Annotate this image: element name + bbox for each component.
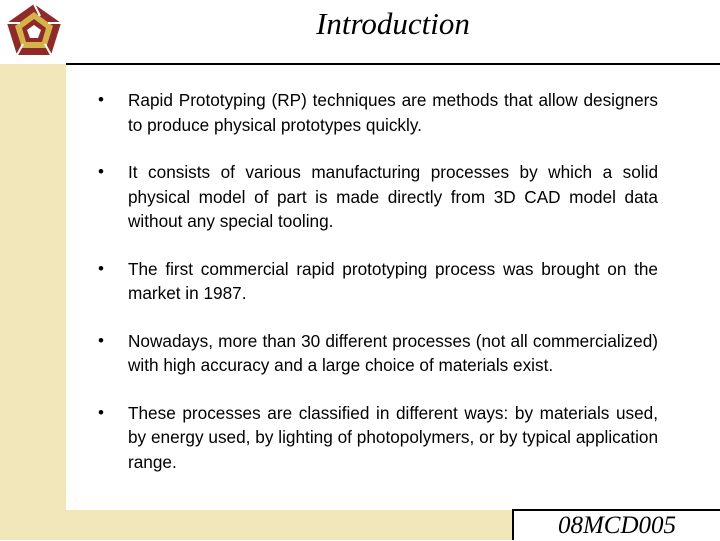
bullet-text: These processes are classified in different ways: by materials used, by energy used, by lighting of photopolymers, or by typical application range. — [128, 402, 658, 472]
bullet-marker: • — [98, 402, 104, 422]
course-code: 08MCD005 — [557, 512, 677, 539]
list-item — [98, 401, 658, 475]
list-item — [98, 257, 658, 306]
footer-code-box — [512, 509, 720, 540]
bullet-text: The first commercial rapid prototyping process was brought on the market in 1987. — [128, 258, 658, 303]
list-item — [98, 160, 658, 234]
bullet-marker: • — [98, 258, 104, 278]
bullet-marker: • — [98, 90, 104, 109]
bullet-text: It consists of various manufacturing processes by which a solid physical model of part is made directly from 3D CAD model data without any special tooling. — [128, 162, 658, 231]
left-accent-bar — [0, 64, 66, 510]
bullet-text: Nowadays, more than 30 different processes (not all commercialized) with high accuracy and a large choice of materials exist. — [128, 330, 658, 375]
bullet-marker: • — [98, 162, 104, 181]
title-divider — [66, 63, 720, 65]
institution-logo — [0, 0, 68, 62]
bullet-text: Rapid Prototyping (RP) techniques are methods that allow designers to produce physical prototypes quickly. — [128, 90, 658, 135]
slide-title: Introduction — [316, 6, 470, 41]
bullet-marker: • — [98, 330, 104, 350]
list-item — [98, 88, 658, 137]
bullet-list — [98, 88, 658, 497]
list-item — [98, 329, 658, 378]
